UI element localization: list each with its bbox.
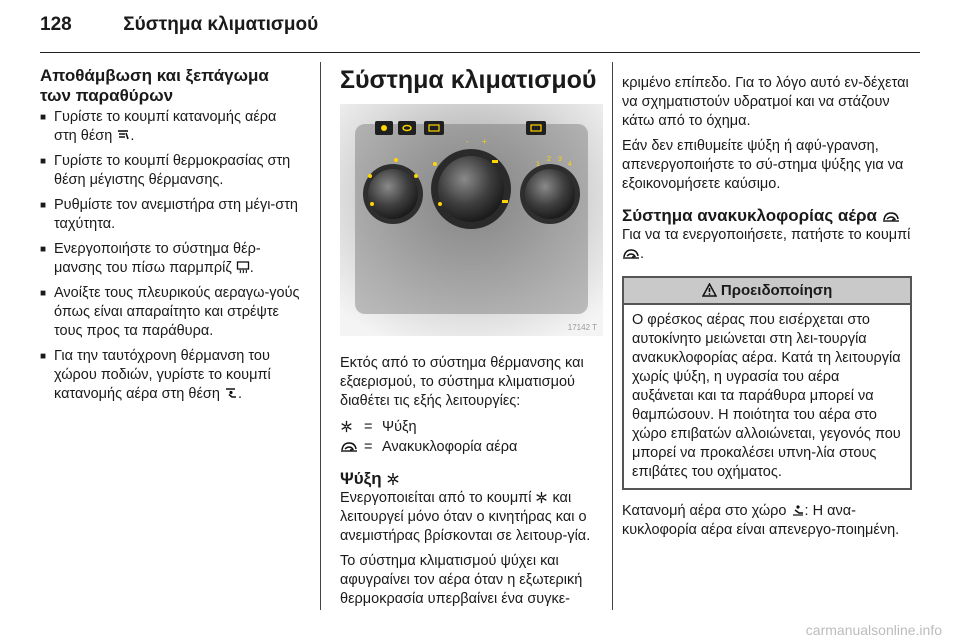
snowflake-icon: [386, 472, 400, 486]
climate-control-panel-illustration: [340, 104, 603, 336]
section-heading-defrost: Αποθάμβωση και ξεπάγωμα των παραθύρων: [40, 66, 269, 105]
watermark: carmanualsonline.info: [805, 622, 942, 638]
svg-text:2: 2: [547, 156, 551, 163]
list-item: ■ Ρυθμίστε τον ανεμιστήρα στη μέγι-στη ταχύτητα.: [40, 196, 302, 234]
cooling-paragraph-2: Το σύστημα κλιματισμού ψύχει και αφυγραίνει τον αέρα όταν η εξωτερική θερμοκρασία υπερβαίνει ένα συγκε-: [340, 553, 583, 607]
warning-header: Προειδοποίηση: [624, 278, 910, 305]
defrost-steps: [40, 108, 302, 404]
windscreen-footwell-airflow-icon: [224, 386, 238, 400]
column-3: [622, 74, 912, 540]
section-heading-recirculation: Σύστημα ανακυκλοφορίας αέρα: [622, 206, 912, 226]
figure-number: 17142 T: [567, 323, 597, 332]
column-divider: [320, 62, 321, 610]
air-distribution-note: Κατανομή αέρα στο χώρο : Η ανα-κυκλοφορία αέρα είναι απενεργο-ποιημένη.: [622, 503, 900, 538]
list-item: ■ Γυρίστε το κουμπί κατανομής αέρα στη θέση .: [40, 108, 302, 146]
page-title: Σύστημα κλιματισμού: [123, 14, 319, 35]
section-title: Σύστημα κλιματισμού: [340, 66, 597, 94]
recirculation-paragraph: Για να τα ενεργοποιήσετε, πατήστε το κουμπί .: [622, 227, 911, 262]
page-number: 128: [40, 14, 72, 35]
svg-text:4: 4: [568, 161, 572, 168]
warning-text: Ο φρέσκος αέρας που εισέρχεται στο αυτοκίνητο μειώνεται στη λει-τουργία ανακυκλοφορίας αέρα. Κατά τη λειτουργία χωρίς ψύξη, η υγρασία του αέρα αυξάνεται και τα παράθυρα μπορεί να θαμπώσουν. Η ποιότητα του αέρα στο χώρο επιβατών αλλοιώνεται, γεγονός που μπορεί να προκαλέσει υπνη-λία στους επιβάτες του οχήματος.: [632, 312, 901, 480]
warning-box: [622, 276, 912, 490]
fuel-saving-paragraph: Εάν δεν επιθυμείτε ψύξη ή αφύ-γρανση, απενεργοποιήστε το σύ-στημα ψύξης για να εξοικονομήσετε καύσιμο.: [622, 138, 904, 192]
svg-text:1: 1: [536, 161, 540, 168]
rear-window-heater-icon: [236, 260, 250, 274]
recirculation-icon: [622, 248, 640, 260]
svg-text:3: 3: [558, 156, 562, 163]
column-divider: [612, 62, 613, 610]
svg-text:+: +: [482, 137, 487, 146]
header-rule: [40, 52, 920, 53]
climate-control-panel-figure: [340, 104, 603, 336]
warning-triangle-icon: [702, 283, 717, 297]
list-item: ■ Για την ταυτόχρονη θέρμανση του χώρου ποδιών, γυρίστε το κουμπί κατανομής αέρα στη θέση .: [40, 347, 302, 404]
footwell-airflow-icon: [791, 503, 805, 517]
symbol-legend: [340, 417, 603, 457]
column-1: [40, 66, 302, 410]
list-item: ■ Ενεργοποιήστε το σύστημα θέρ-μανσης του πίσω παρμπρίζ .: [40, 240, 302, 278]
column-2: [340, 66, 603, 609]
page-header: [40, 14, 318, 36]
svg-text:-: -: [466, 137, 469, 146]
snowflake-icon: [340, 420, 353, 433]
condensation-paragraph: κριμένο επίπεδο. Για το λόγο αυτό εν-δέχεται να σχηματιστούν υδρατμοί και να στάζουν κάτω από το όχημα.: [622, 75, 909, 129]
snowflake-icon: [535, 491, 548, 504]
intro-text: Εκτός από το σύστημα θέρμανσης και εξαερισμού, το σύστημα κλιματισμού διαθέτει τις εξής λειτουργίες:: [340, 355, 584, 409]
section-heading-cooling: Ψύξη: [340, 469, 603, 489]
recirculation-icon: [340, 441, 358, 453]
cooling-paragraph-1: Ενεργοποιείται από το κουμπί και λειτουργεί μόνο όταν ο κινητήρας και ο ανεμιστήρας βρίσκονται σε λειτουρ-γία.: [340, 490, 591, 544]
recirculation-icon: [882, 211, 900, 223]
list-item: ■ Ανοίξτε τους πλευρικούς αεραγω-γούς όπως είναι απαραίτητο και στρέψτε τους προς τα παράθυρα.: [40, 284, 302, 341]
legend-row-cooling: = Ψύξη: [340, 417, 603, 437]
windscreen-airflow-icon: [116, 128, 130, 142]
legend-row-recirculation: = Ανακυκλοφορία αέρα: [340, 437, 603, 457]
list-item: ■ Γυρίστε το κουμπί θερμοκρασίας στη θέση μέγιστης θέρμανσης.: [40, 152, 302, 190]
